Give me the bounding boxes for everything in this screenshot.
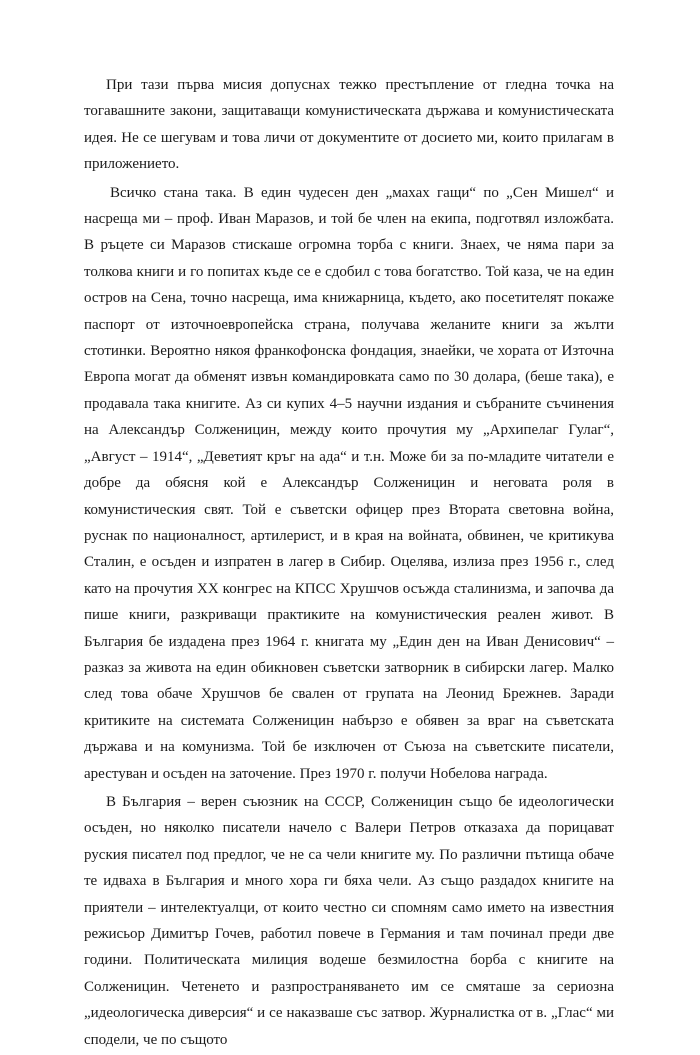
document-page — [84, 72, 614, 1055]
paragraph-3: В България – верен съюзник на СССР, Солженицин също бе идеологически осъден, но няколко писатели начело с Валери Петров отказаха да порицават руския писател под предлог, че не са чели книгите му. По различни пътища обаче те идваха в България и много хора ги бяха чели. Аз също раздадох книгите на приятели – интелектуалци, от които честно си спомням само името на известния режисьор Димитър Гочев, работил повече в Германия и там починал преди две години. Политическата милиция водеше безмилостна борба с книгите на Солженицин. Четенето и разпространяването им се смяташе за сериозна „идеологическа диверсия“ и се наказваше със затвор. Журналистка от в. „Глас“ ми сподели, че по същото — [84, 793, 614, 1048]
paragraph-2: Всичко стана така. В един чудесен ден „махах гащи“ по „Сен Мишел“ и насреща ми – проф. Иван Маразов, и той бе член на екипа, подготвял изложбата. В ръцете си Маразов стискаше огромна торба с книги. Знаех, че няма пари за толкова книги и го попитах къде се е сдобил с това богатство. Той каза, че на един остров на Сена, точно насреща, има книжарница, където, ако посетителят покаже паспорт от източноевропейска страна, получава желаните книги за жълти стотинки. Вероятно някоя франкофонска фондация, знаейки, че хората от Източна Европа могат да обменят извън командировката само по 30 долара, (беше така), е продавала така книгите. Аз си купих 4–5 научни издания и събраните съчинения на Александър Солженицин, между които прочутия му „Архипелаг Гулаг“, „Август – 1914“, „Деветият кръг на ада“ и т.н. Може би за по-младите читатели е добре да обясня кой е Александър Солженицин и неговата роля в комунистическия свят. Той е съветски офицер през Втората световна война, руснак по националност, артилерист, и в края на войната, обвинен, че критикува Сталин, е осъден и изпратен в лагер в Сибир. Оцелява, излиза през 1956 г., след като на прочутия XX конгрес на КПСС Хрушчов осъжда сталинизма, и започва да пише книги, разкриващи практиките на комунистическия реален живот. В България бе издадена през 1964 г. книгата му „Един ден на Иван Денисович“ – разказ за живота на един обикновен съветски затворник в сибирски лагер. Малко след това обаче Хрушчов бе свален от групата на Леонид Брежнев. Заради критиките на системата Солженицин набързо е обявен за враг на съветската държава и на комунизма. Той бе изключен от Съюза на съветските писатели, арестуван и осъден на заточение. През 1970 г. получи Нобелова награда. — [84, 184, 614, 782]
paragraph-1: При тази първа мисия допуснах тежко престъпление от гледна точка на тогавашните закони, защитаващи комунистическата държава и комунистическата идея. Не се шегувам и това личи от документите от досието ми, които прилагам в приложението. — [84, 77, 614, 173]
